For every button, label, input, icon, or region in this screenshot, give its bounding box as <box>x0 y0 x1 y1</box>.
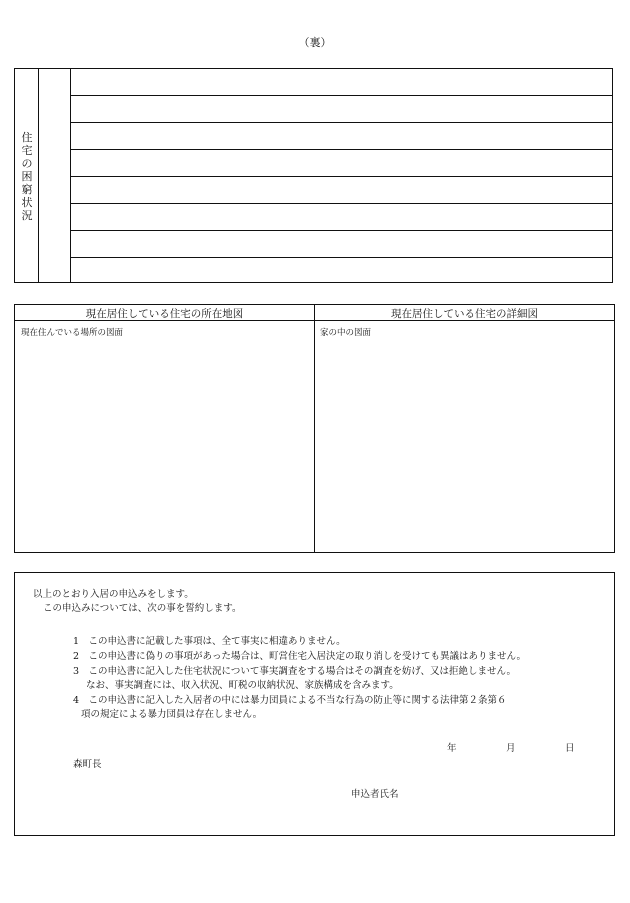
pledge-item-3: 3 この申込書に記入した住宅状況について事実調査をする場合はその調査を妨げ、又は拒絶しません。 <box>73 666 517 677</box>
housing-difficulty-label-char: の <box>21 157 33 170</box>
applicant-name-field[interactable] <box>415 785 605 803</box>
addressee-label: 森町長 <box>73 759 102 770</box>
housing-difficulty-box <box>14 68 613 283</box>
pledge-intro-line1: 以上のとおり入居の申込みをします。 <box>33 589 194 600</box>
location-map-drawing-area[interactable] <box>16 335 312 549</box>
housing-difficulty-entry-line[interactable] <box>71 257 612 258</box>
map-section-box <box>14 304 615 553</box>
date-month-label: 月 <box>506 743 516 754</box>
pledge-item-2: 2 この申込書に偽りの事項があった場合は、町営住宅入居決定の取り消しを受けても異議はありません。 <box>73 651 527 662</box>
pledge-item-3-note: なお、事実調査には、収入状況、町税の収納状況、家族構成を含みます。 <box>86 680 399 691</box>
housing-difficulty-entry-line[interactable] <box>71 203 612 204</box>
housing-difficulty-label-char: 宅 <box>21 144 33 157</box>
map-section-divider <box>314 305 315 552</box>
pledge-item-1: 1 この申込書に記載した事項は、全て事実に相違ありません。 <box>73 636 346 647</box>
date-year-label: 年 <box>447 743 457 754</box>
date-day-label: 日 <box>565 743 575 754</box>
detail-plan-caption: 家の中の図面 <box>320 328 372 338</box>
housing-difficulty-label-char: 状 <box>21 196 33 209</box>
housing-difficulty-label-column <box>15 69 39 282</box>
pledge-item-4: 4 この申込書に記入した入居者の中には暴力団員による不当な行為の防止等に関する法律第２条第６ <box>73 695 507 706</box>
housing-difficulty-label <box>15 131 39 222</box>
applicant-name-label: 申込者氏名 <box>351 789 399 800</box>
location-map-heading: 現在居住している住宅の所在地図 <box>85 308 244 320</box>
housing-difficulty-entry-line[interactable] <box>71 122 612 123</box>
pledge-item-4-continued: 項の規定による暴力団員は存在しません。 <box>81 709 263 720</box>
housing-difficulty-entry-line[interactable] <box>71 149 612 150</box>
housing-difficulty-entry-line[interactable] <box>71 230 612 231</box>
location-map-caption: 現在住んでいる場所の図面 <box>21 328 124 338</box>
housing-difficulty-entry-line[interactable] <box>71 95 612 96</box>
housing-difficulty-label-char: 況 <box>21 209 33 222</box>
housing-difficulty-label-char: 住 <box>21 131 33 144</box>
detail-plan-heading: 現在居住している住宅の詳細図 <box>391 308 538 320</box>
pledge-box <box>14 572 615 836</box>
housing-difficulty-label-char: 困 <box>21 170 33 183</box>
housing-difficulty-blank-column <box>39 69 71 282</box>
page-side-label: （裏） <box>298 36 332 49</box>
housing-difficulty-entry-line[interactable] <box>71 176 612 177</box>
pledge-intro-line2: この申込みについては、次の事を誓約します。 <box>43 603 242 614</box>
detail-plan-drawing-area[interactable] <box>317 335 613 549</box>
housing-difficulty-label-char: 窮 <box>21 183 33 196</box>
